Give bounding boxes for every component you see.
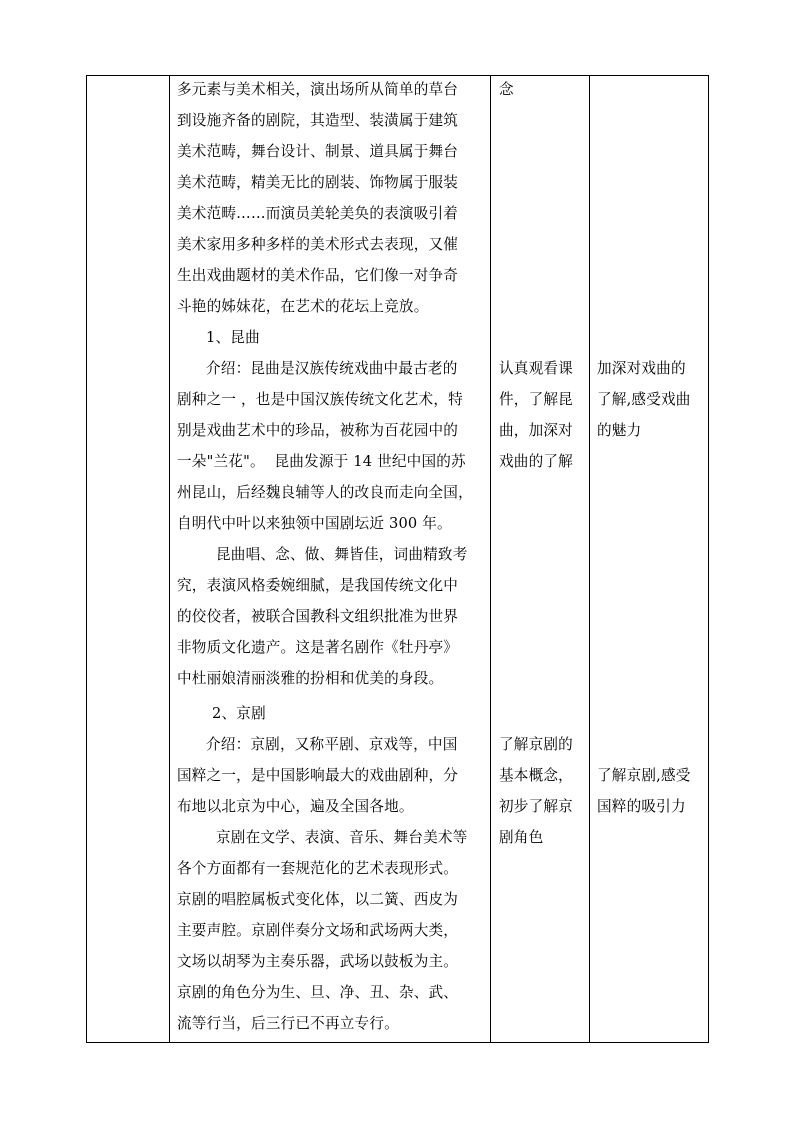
student-jingju-line: 剧角色	[499, 829, 544, 846]
kunqu-line: 的佼佼者，被联合国教科文组织批准为世界	[177, 608, 459, 625]
student-jingju-line: 了解京剧的	[499, 736, 573, 753]
intent-kunqu-line: 了解,感受戏曲	[597, 391, 691, 408]
jingju-line: 布地以北京为中心，遍及全国各地。	[177, 798, 414, 815]
student-kunqu-line: 戏曲的了解	[499, 453, 573, 470]
student-fragment: 念	[499, 81, 514, 98]
teaching-content-cell	[170, 76, 491, 1043]
intent-jingju-line: 国粹的吸引力	[597, 798, 686, 815]
student-kunqu-line: 曲，加深对	[499, 422, 573, 439]
intro-line: 美术范畴，舞台设计、制景、道具属于舞台	[177, 143, 459, 160]
intent-jingju-line: 了解京剧,感受	[597, 767, 691, 784]
kunqu-line: 非物质文化遗产。这是著名剧作《牡丹亭》	[177, 639, 459, 656]
jingju-line: 京剧在文学、表演、音乐、舞台美术等	[216, 829, 468, 846]
intro-line: 美术范畴……而演员美轮美奂的表演吸引着	[177, 205, 459, 222]
student-activity-cell	[491, 76, 590, 1043]
intro-line: 到设施齐备的剧院，其造型、装潢属于建筑	[177, 112, 459, 129]
kunqu-line: 一朵"兰花"。 昆曲发源于 14 世纪中国的苏	[177, 453, 466, 470]
kunqu-line: 昆曲唱、念、做、舞皆佳，词曲精致考	[216, 546, 468, 563]
kunqu-line: 究，表演风格委婉细腻，是我国传统文化中	[177, 577, 459, 594]
student-jingju-line: 基本概念，	[499, 767, 573, 784]
intent-kunqu-line: 的魅力	[597, 422, 642, 439]
intro-line: 多元素与美术相关，演出场所从简单的草台	[177, 81, 459, 98]
kunqu-line: 别是戏曲艺术中的珍品，被称为百花园中的	[177, 422, 459, 439]
design-intent-cell	[590, 76, 709, 1043]
jingju-heading: 2、京剧	[212, 705, 266, 722]
intro-line: 美术家用多种多样的美术形式去表现，又催	[177, 236, 459, 253]
intro-line: 生出戏曲题材的美术作品，它们像一对争奇	[177, 267, 459, 284]
intro-line: 美术范畴，精美无比的剧装、饰物属于服装	[177, 174, 459, 191]
jingju-line: 流等行当，后三行已不再立专行。	[177, 1015, 399, 1032]
jingju-line: 介绍：京剧，又称平剧、京戏等，中国	[206, 736, 458, 753]
intent-kunqu-line: 加深对戏曲的	[597, 360, 686, 377]
jingju-line: 国粹之一，是中国影响最大的戏曲剧种，分	[177, 767, 459, 784]
lesson-plan-table	[86, 75, 709, 1043]
jingju-line: 京剧的角色分为生、旦、净、丑、杂、武、	[177, 984, 459, 1001]
kunqu-heading: 1、昆曲	[206, 329, 260, 346]
jingju-line: 文场以胡琴为主奏乐器，武场以鼓板为主。	[177, 953, 459, 970]
jingju-line: 主要声腔。京剧伴奏分文场和武场两大类，	[177, 922, 459, 939]
student-jingju-line: 初步了解京	[499, 798, 573, 815]
table-row	[87, 76, 709, 1043]
kunqu-line: 州昆山，后经魏良辅等人的改良而走向全国，	[177, 484, 473, 501]
stage-column-cell	[87, 76, 170, 1043]
kunqu-line: 中杜丽娘清丽淡雅的扮相和优美的身段。	[177, 670, 444, 687]
jingju-line: 京剧的唱腔属板式变化体，以二簧、西皮为	[177, 891, 459, 908]
kunqu-line: 自明代中叶以来独领中国剧坛近 300 年。	[177, 515, 452, 532]
kunqu-line: 介绍：昆曲是汉族传统戏曲中最古老的	[206, 360, 458, 377]
student-kunqu-line: 件，了解昆	[499, 391, 573, 408]
kunqu-line: 剧种之一 ，也是中国汉族传统文化艺术，特	[177, 391, 463, 408]
intro-line: 斗艳的姊妹花，在艺术的花坛上竞放。	[177, 298, 429, 315]
jingju-line: 各个方面都有一套规范化的艺术表现形式。	[177, 860, 459, 877]
student-kunqu-line: 认真观看课	[499, 360, 573, 377]
